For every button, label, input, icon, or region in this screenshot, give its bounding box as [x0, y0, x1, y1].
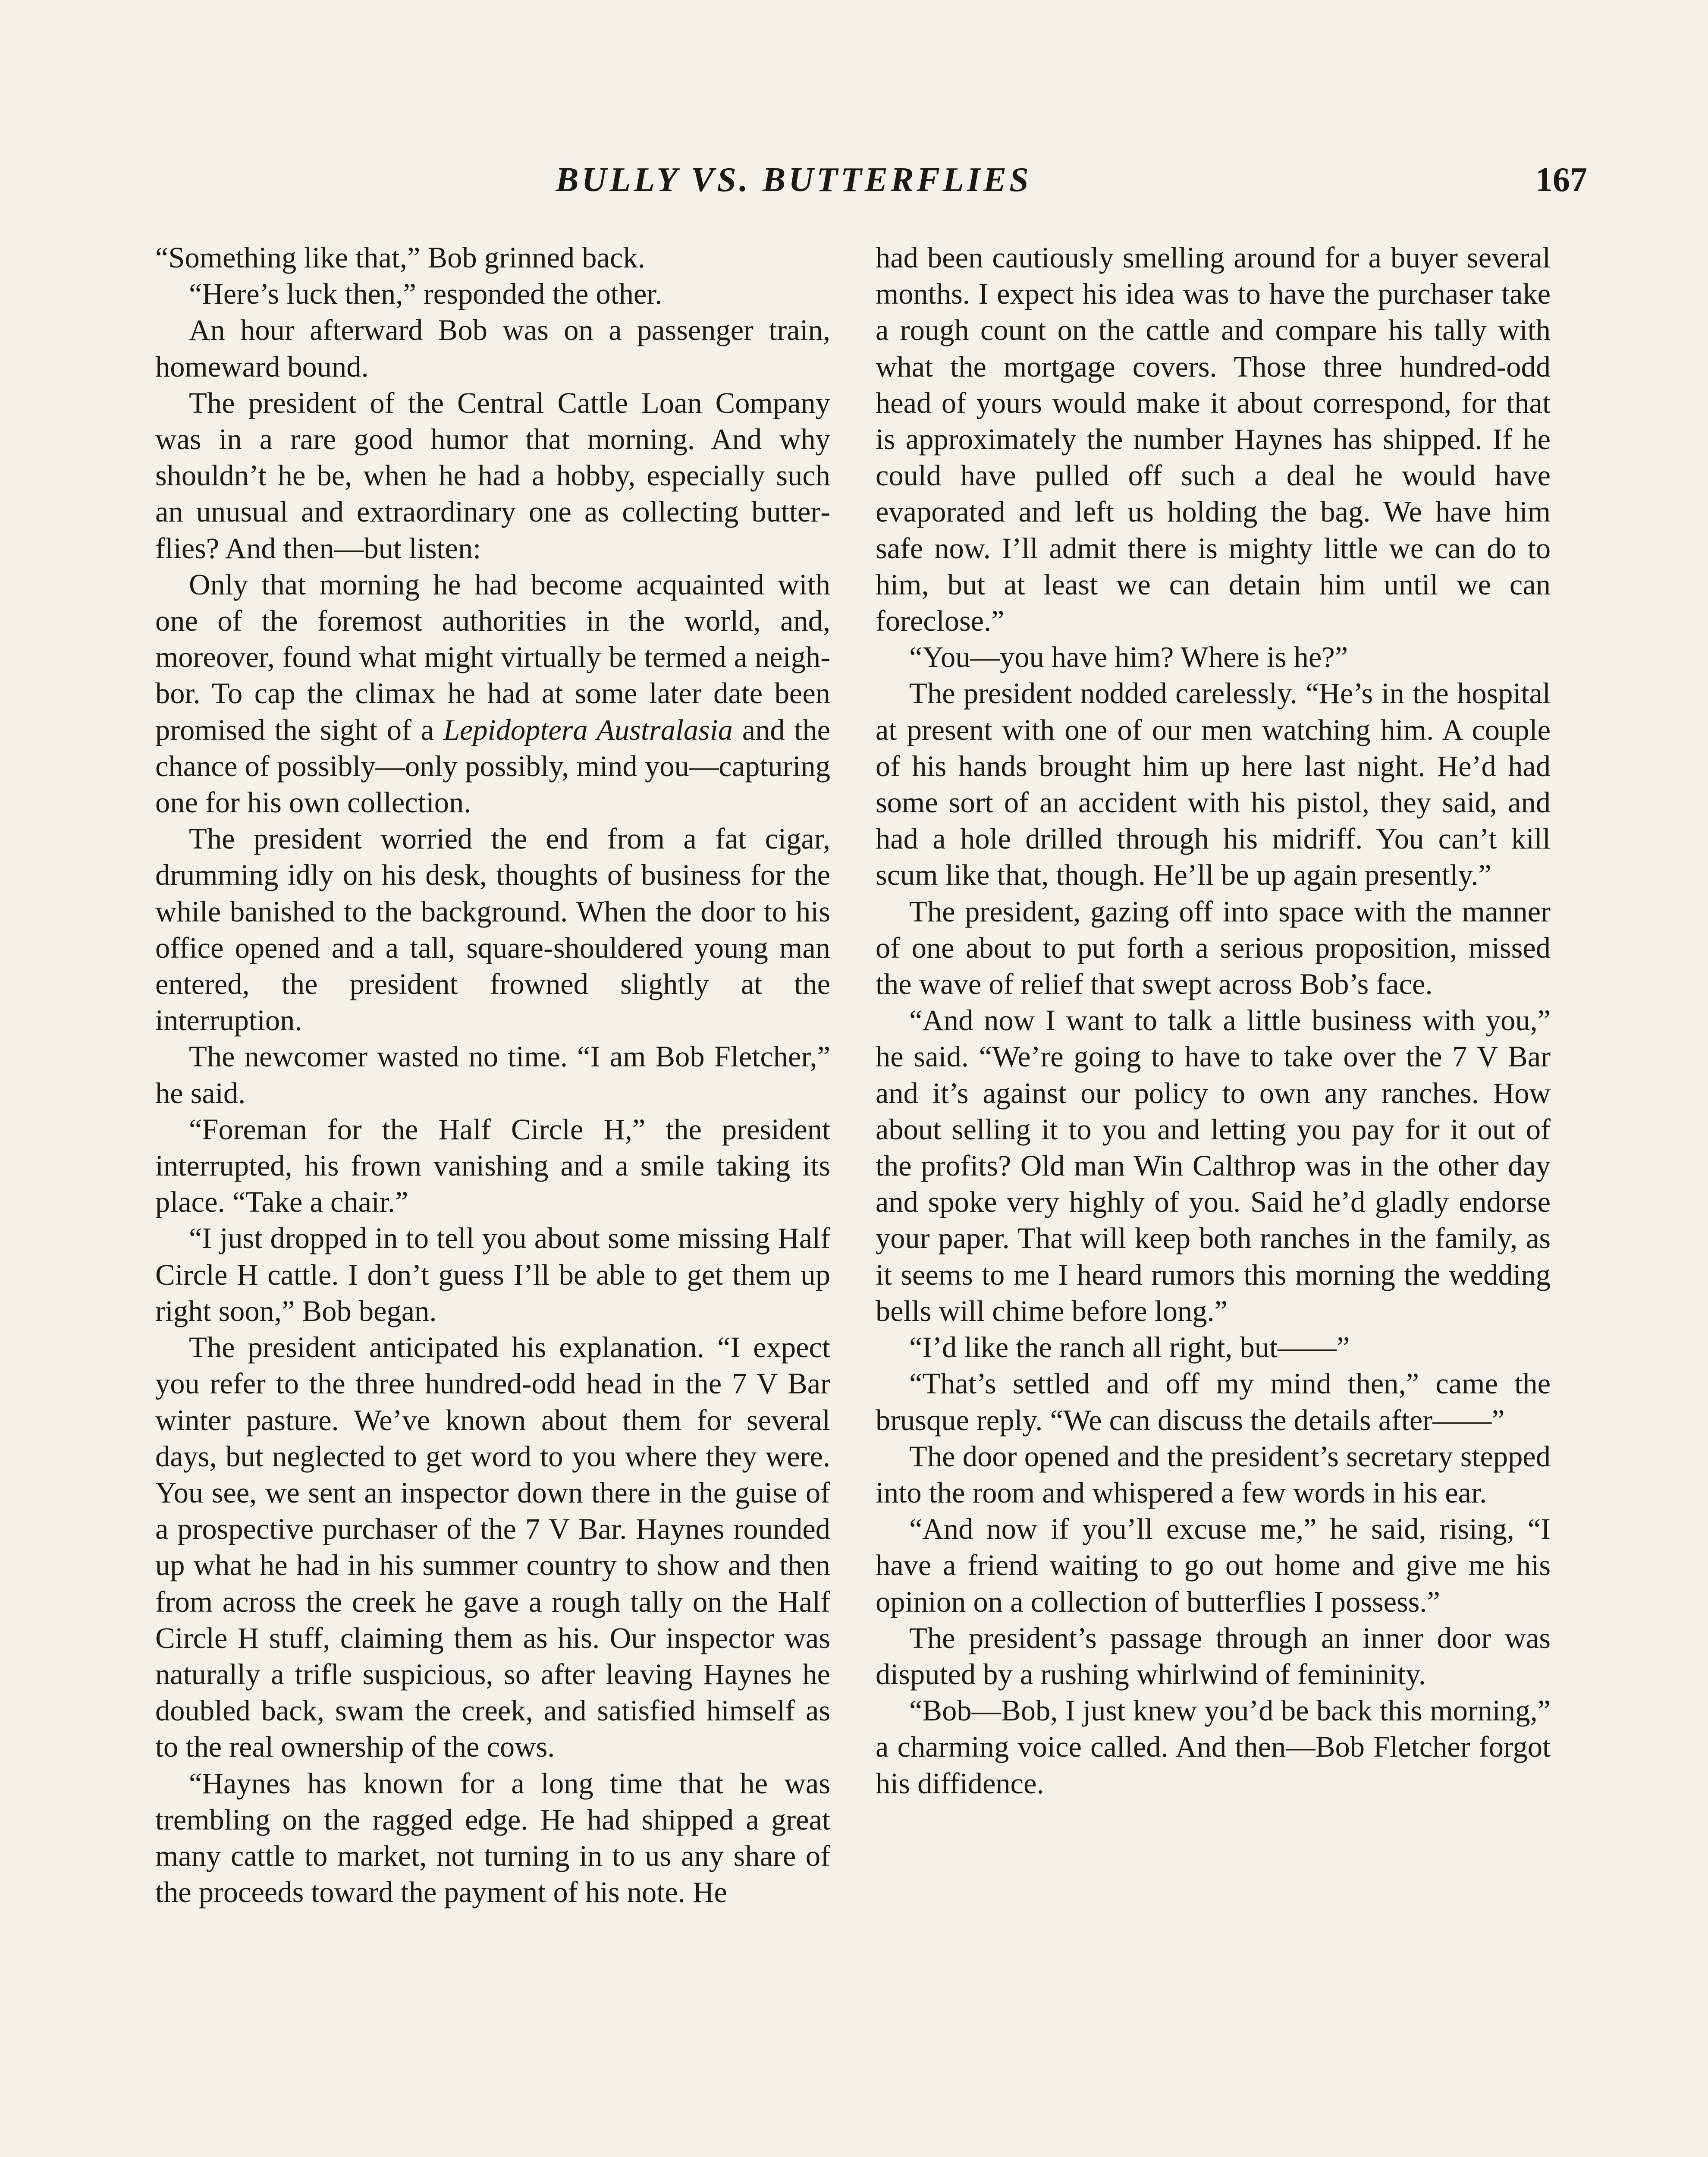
- paragraph: The newcomer wasted no time. “I am Bob Fletcher,” he said.: [155, 1040, 830, 1110]
- paragraph: “Here’s luck then,” responded the other.: [189, 277, 662, 311]
- paragraph: The door opened and the president’s secretary stepped into the room and whispered a few words in his ear.: [876, 1440, 1551, 1509]
- paragraph: “And now if you’ll excuse me,” he said, rising, “I have a friend waiting to go out home and give me his opinion on a collection of butterflies I possess.”: [876, 1512, 1551, 1618]
- paragraph-text: Only that morning he had become acquainted with one of the foremost authorities in the world, and, moreover, found what might virtually be termed a neighbor. To cap the climax he had at some later date been promised the sight of a: [155, 568, 830, 746]
- paragraph: The president worried the end from a fat cigar, drumming idly on his desk, thoughts of business for the while banished to the background. When the door to his office opened and a tall, square-shouldered young man entered, the president frowned slightly at the interruption.: [155, 822, 830, 1037]
- paragraph: “Something like that,” Bob grinned back.: [155, 241, 645, 274]
- paragraph: “That’s settled and off my mind then,” came the brusque reply. “We can discuss the details after——”: [876, 1367, 1551, 1437]
- paragraph: The president anticipated his explanation. “I expect you refer to the three hundred-odd head in the 7 V Bar winter pasture. We’ve known about them for several days, but neglected to get word to you where they were. You see, we sent an inspector down there in the guise of a prospective purchaser of the 7 V Bar. Haynes rounded up what he had in his summer country to show and then from across the creek he gave a rough tally on the Half Circle H stuff, claiming them as his. Our inspector was naturally a trifle suspicious, so after leaving Haynes he doubled back, swam the creek, and satisfied himself as to the real ownership of the cows.: [155, 1331, 830, 1764]
- text-column-right: [876, 239, 1551, 1802]
- paragraph: had been cautiously smelling around for a buyer several months. I expect his idea was to have the purchaser take a rough count on the cattle and compare his tally with what the mortgage covers. Those three hundred-odd head of yours would make it about correspond, for that is approximately the number Haynes has shipped. If he could have pulled off such a deal he would have evaporated and left us holding the bag. We have him safe now. I’ll admit there is mighty little we can do to him, but at least we can detain him until we can foreclose.”: [876, 241, 1551, 638]
- paragraph: The president, gazing off into space with the manner of one about to put forth a serious proposition, missed the wave of relief that swept across Bob’s face.: [876, 895, 1551, 1001]
- paragraph: “Foreman for the Half Circle H,” the president interrupted, his frown vanishing and a smile taking its place. “Take a chair.”: [155, 1113, 830, 1219]
- paragraph-text: and the chance of possibly—only possibly, mind you—capturing one for his own collection.: [155, 713, 831, 819]
- paragraph: [155, 566, 830, 821]
- paragraph: An hour afterward Bob was on a passenger train, homeward bound.: [155, 314, 830, 383]
- running-title: BULLY VS. BUTTERFLIES: [556, 161, 1032, 199]
- paragraph: “Haynes has known for a long time that he was trembling on the ragged edge. He had shipped a great many cattle to market, not turning in to us any share of the proceeds toward the payment of his note. He: [155, 1767, 830, 1909]
- paragraph: The president’s passage through an inner door was disputed by a rushing whirlwind of femininity.: [876, 1621, 1551, 1691]
- paragraph: “I’d like the ranch all right, but——”: [909, 1331, 1350, 1364]
- paragraph: “Bob—Bob, I just knew you’d be back this morning,” a charming voice called. And then—Bob Fletcher forgot his diffidence.: [876, 1694, 1551, 1800]
- page-number: 167: [1535, 161, 1587, 199]
- latin-species-name: Lepidoptera Australasia: [443, 713, 733, 746]
- paragraph: “And now I want to talk a little business with you,” he said. “We’re going to have to take over the 7 V Bar and it’s against our policy to own any ranches. How about selling it to you and letting you pay for it out of the profits? Old man Win Calthrop was in the other day and spoke very highly of you. Said he’d gladly endorse your paper. That will keep both ranches in the family, as it seems to me I heard rumors this morning the wedding bells will chime before long.”: [876, 1004, 1551, 1327]
- paragraph: “You—you have him? Where is he?”: [909, 641, 1348, 674]
- paragraph: The president nodded carelessly. “He’s in the hospital at present with one of our men watching him. A couple of his hands brought him up here last night. He’d had some sort of an accident with his pistol, they said, and had a hole drilled through his midriff. You can’t kill scum like that, though. He’ll be up again presently.”: [876, 677, 1551, 892]
- text-column-left: [155, 239, 830, 1910]
- paragraph: The president of the Central Cattle Loan Company was in a rare good humor that morning. And why shouldn’t he be, when he had a hobby, especially such an unusual and extraordinary one as collecting butterflies? And then—but listen:: [155, 386, 830, 565]
- paragraph: “I just dropped in to tell you about some missing Half Circle H cattle. I don’t guess I’ll be able to get them up right soon,” Bob began.: [155, 1222, 830, 1327]
